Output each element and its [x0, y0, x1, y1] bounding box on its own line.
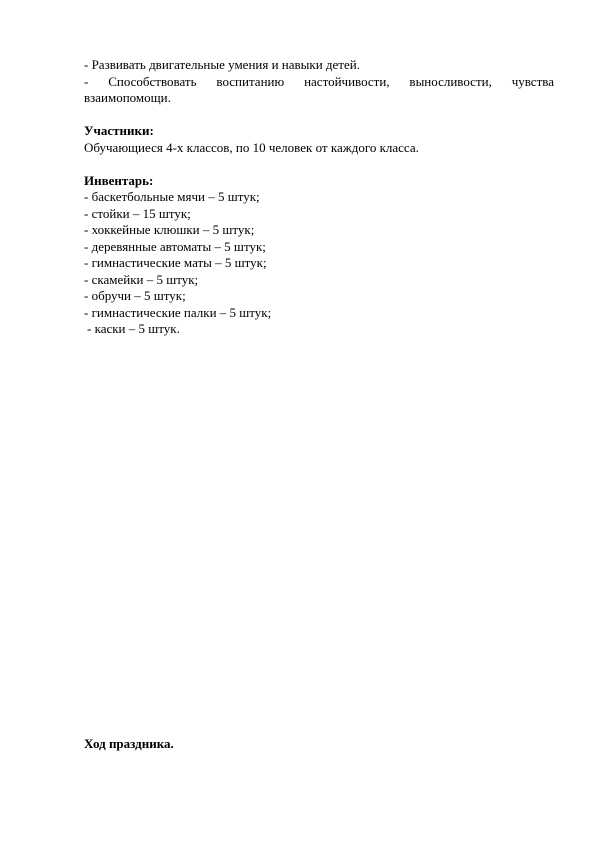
list-item: - баскетбольные мячи – 5 штук;	[84, 189, 260, 204]
inventory-heading: Инвентарь:	[84, 172, 154, 188]
course-heading: Ход праздника.	[84, 736, 174, 751]
list-item: - хоккейные клюшки – 5 штук;	[84, 222, 255, 237]
goal-line-2: - Способствовать воспитанию настойчивости, выносливости, чувства	[84, 73, 554, 89]
list-item: - каски – 5 штук.	[87, 321, 180, 336]
goal-line-1: - Развивать двигательные умения и навыки детей.	[84, 57, 360, 72]
spacer	[84, 156, 554, 173]
inventory-list	[84, 189, 554, 338]
list-item: - обручи – 5 штук;	[84, 288, 186, 303]
document-page	[84, 57, 554, 338]
list-item: - деревянные автоматы – 5 штук;	[84, 238, 266, 254]
list-item: - гимнастические маты – 5 штук;	[84, 255, 267, 270]
participants-heading: Участники:	[84, 123, 154, 138]
goal-line-3: взаимопомощи.	[84, 90, 171, 105]
list-item: - стойки – 15 штук;	[84, 205, 191, 221]
list-item: - скамейки – 5 штук;	[84, 271, 199, 287]
list-item: - гимнастические палки – 5 штук;	[84, 304, 272, 320]
spacer	[84, 107, 554, 124]
participants-text: Обучающиеся 4-х классов, по 10 человек от каждого класса.	[84, 139, 419, 155]
